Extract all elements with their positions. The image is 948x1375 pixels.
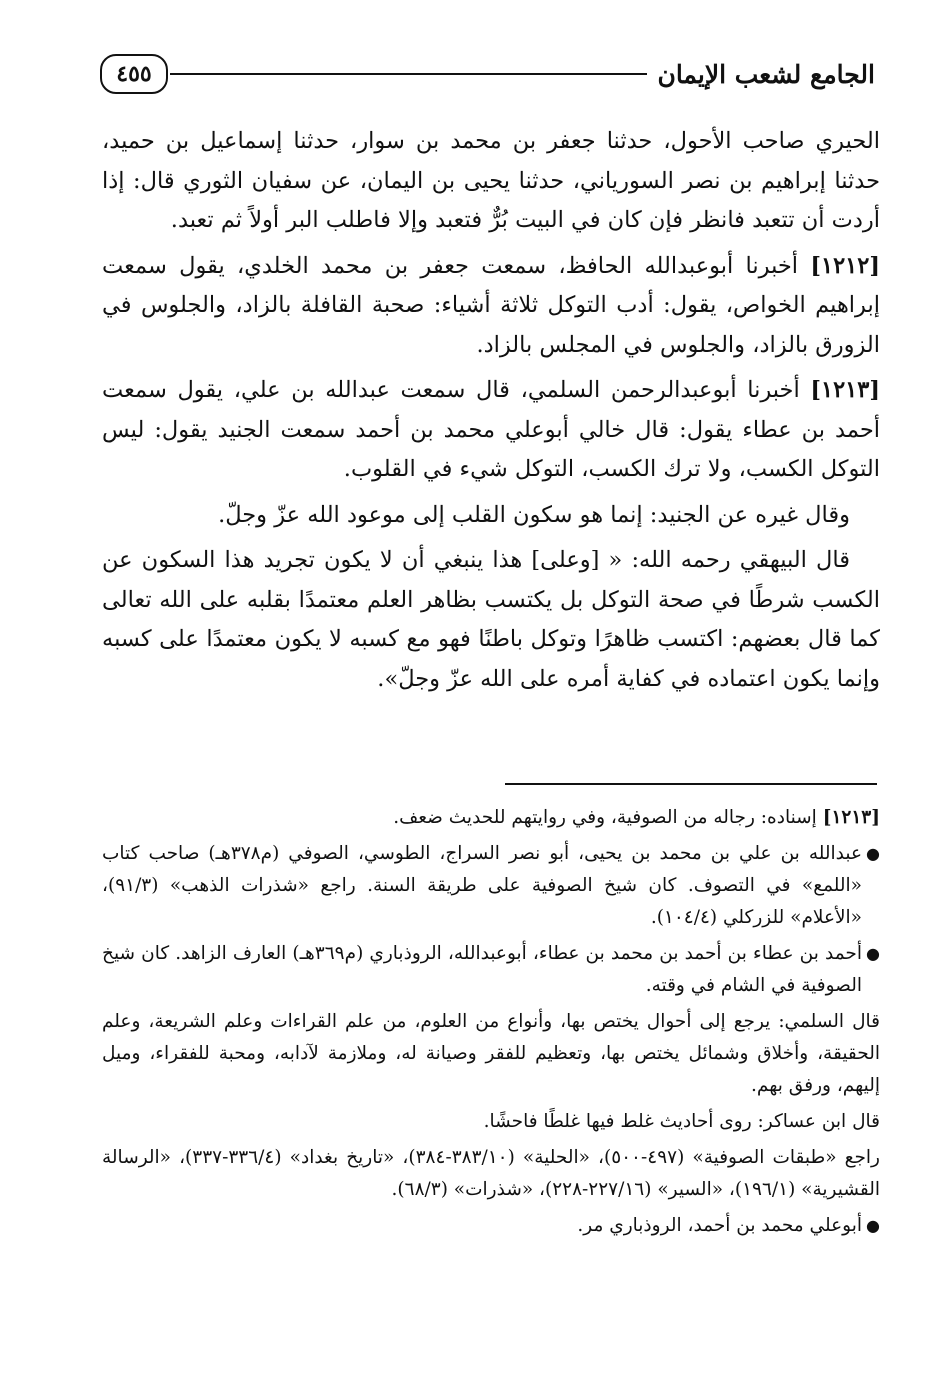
footnotes: [102, 802, 880, 1246]
page-number: ٤٥٥: [116, 61, 152, 87]
hadith-1212: [102, 247, 880, 366]
hadith-text: أخبرنا أبوعبدالله الحافظ، سمعت جعفر بن محمد الخلدي، يقول سمعت إبراهيم الخواص، يقول: أدب التوكل ثلاثة أشياء: صحبة القافلة بالزاد، والجلوس في الزورق بالزاد، والجلوس في المجلس بالزاد.: [102, 252, 880, 358]
footnote-text: إسناده: رجاله من الصوفية، وفي روايتهم للحديث ضعف.: [393, 807, 817, 828]
page-header: [100, 48, 875, 100]
bullet-icon: ●: [866, 944, 880, 963]
bullet-icon: ●: [866, 844, 880, 863]
bio-bullet: [102, 938, 880, 1002]
hadith-number: [١٢١٢]: [810, 252, 880, 279]
bio-bullet: [102, 1210, 880, 1242]
bullet-icon: ●: [866, 1216, 880, 1235]
footnote-number: [١٢١٣]: [822, 807, 880, 828]
bio-text: أبوعلي محمد بن أحمد، الروذباري مر.: [577, 1215, 862, 1236]
footnote-asakir: قال ابن عساكر: روى أحاديث غلط فيها غلطًا فاحشًا.: [483, 1111, 880, 1132]
bio-text: أحمد بن عطاء بن أحمد بن محمد بن عطاء، أبوعبدالله، الروذباري (م٣٦٩هـ) العارف الزاهد. كان شيخ الصوفية في الشام في وقته.: [102, 943, 862, 996]
page-number-badge: [100, 54, 168, 94]
footnote-1213: [102, 802, 880, 834]
hadith-number: [١٢١٣]: [810, 377, 880, 403]
hadith-1213: [102, 371, 880, 490]
main-text: [102, 122, 880, 705]
paragraph-junayd: وقال غيره عن الجنيد: إنما هو سكون القلب إلى موعود الله عزّ وجلّ.: [218, 501, 850, 528]
header-rule: [170, 73, 647, 75]
paragraph-bayhaqi: قال البيهقي رحمه الله: « [وعلى] هذا ينبغي أن لا يكون تجريد هذا السكون عن الكسب شرطًا في صحة التوكل بل يكتسب بظاهر العلم معتمدًا بقلبه على الله تعالى كما قال بعضهم: اكتسب ظاهرًا وتوكل باطنًا فهو مع كسبه لا يكون معتمدًا على كسبه وإنما يكون اعتماده في كفاية أمره على الله عزّ وجلّ».: [102, 547, 880, 692]
running-title: الجامع لشعب الإيمان: [657, 59, 875, 89]
footnote-references: راجع «طبقات الصوفية» (٤٩٧-٥٠٠)، «الحلية» (٣٨٣/١٠-٣٨٤)، «تاريخ بغداد» (٣٣٦/٤-٣٣٧)، «الرسالة القشيرية» (١٩٦/١)، «السير» (٢٢٧/١٦-٢٢٨)، «شذرات» (٦٨/٣).: [102, 1147, 880, 1200]
hadith-text: أخبرنا أبوعبدالرحمن السلمي، قال سمعت عبدالله بن علي، يقول سمعت أحمد بن عطاء يقول: قال خالي أبوعلي محمد بن أحمد سمعت الجنيد يقول: ليس التوكل الكسب، ولا ترك الكسب، التوكل شيء في القلوب.: [102, 377, 880, 482]
footnote-sulami: قال السلمي: يرجع إلى أحوال يختص بها، وأنواع من العلوم، من علم القراءات وعلم الشريعة، وعلم الحقيقة، وأخلاق وشمائل يختص بها، وتعظيم للفقر وصيانة له، وملازمة لآدابه، ومحبة للفقراء، وميل إليهم، ورفق بهم.: [102, 1011, 880, 1096]
footnote-divider: [505, 783, 877, 785]
bio-text: عبدالله بن علي بن محمد بن يحيى، أبو نصر السراج، الطوسي، الصوفي (م٣٧٨هـ) صاحب كتاب «اللمع» في التصوف. كان شيخ الصوفية على طريقة السنة. راجع «شذرات الذهب» (٩١/٣)، «الأعلام» للزركلي (١٠٤/٤).: [102, 843, 862, 928]
paragraph-continuation: الحيري صاحب الأحول، حدثنا جعفر بن محمد بن سوار، حدثنا إسماعيل بن حميد، حدثنا إبراهيم بن نصر السورياني، حدثنا يحيى بن اليمان، عن سفيان الثوري قال: إذا أردت أن تتعبد فانظر فإن كان في البيت بُرٌّ فتعبد وإلا فاطلب البر أولاً ثم تعبد.: [102, 128, 880, 233]
bio-bullet: [102, 838, 880, 934]
